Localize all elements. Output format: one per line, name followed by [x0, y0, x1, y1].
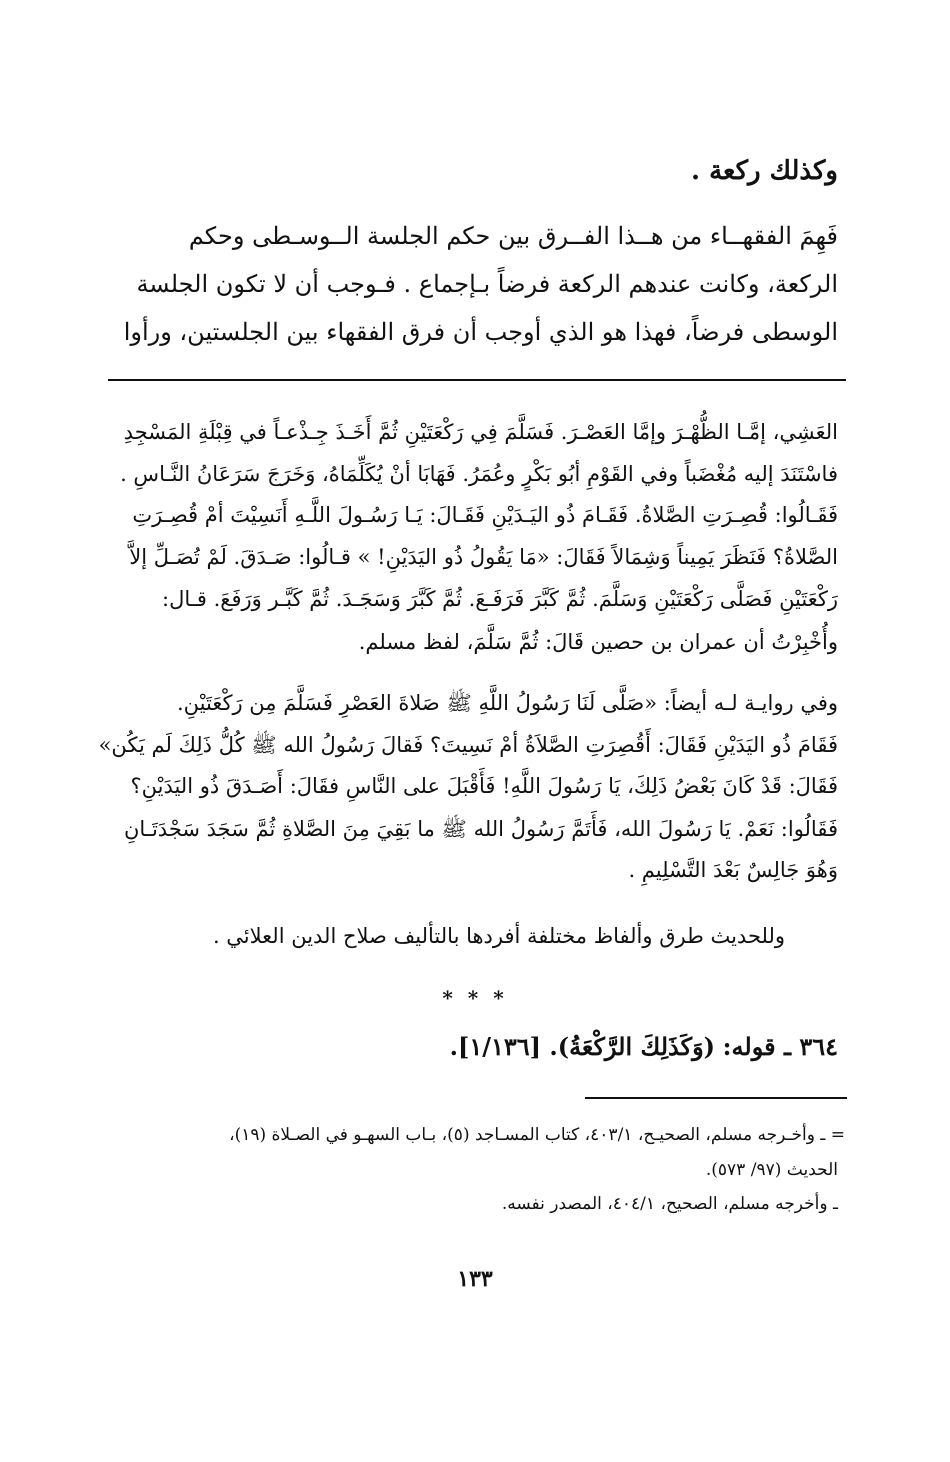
- hadith-line-1: العَشِي، إمَّـا الظُّهْـرَ وإمَّا العَصْـرَ. فَسَلَّمَ فِي رَكْعَتَيْنِ ثُمَّ أَخَـذَ جِـذْعـاً في قِبْلَةِ المَسْجِدِ: [123, 420, 838, 444]
- main-text-line-2: الركعة، وكانت عندهم الركعة فرضاً بـإجماع . فـوجب أن لا تكون الجلسة: [136, 270, 838, 298]
- section-heading: وكذلك ركعة .: [691, 156, 838, 186]
- entry-text: (وَكَذَلِكَ الرَّكْعَةُ). [١/١٣٦].: [449, 1032, 716, 1061]
- hadith-line-5: رَكْعَتَيْنِ فَصَلَّى رَكْعَتَيْنِ وَسَلَّمَ. ثُمَّ كَبَّرَ فَرَفَـعَ. ثُمَّ كَبَّرَ وَسَجَـدَ. ثُمَّ كَبَّـر وَرَفَعَ. قـال:: [162, 587, 838, 611]
- main-text-line-3: الوسطى فرضاً، فهذا هو الذي أوجب أن فرق الفقهاء بين الجلستين، ورأوا: [123, 318, 838, 346]
- riwaya-line-3: فَقَالَ: قَدْ كَانَ بَعْضُ ذَلِكَ، يَا رَسُولَ اللَّهِ! فَأَقْبَلَ على النَّاسِ فقَالَ: أَصَـدَقَ ذُو اليَدَيْنِ؟: [130, 774, 838, 798]
- entry-364: [450, 1032, 838, 1061]
- footnote-line-3: ـ وأخرجه مسلم، الصحيح، ٤٠٤/١، المصدر نفسه.: [501, 1194, 838, 1214]
- hadith-line-2: فاسْتَنَدَ إليه مُغْضَباً وفي القَوْمِ أبُو بَكْرٍ وعُمَرُ. فَهَابَا أنْ يُكَلِّمَاهُ، وَخَرَجَ سَرَعَانُ النَّـاسِ .: [120, 462, 838, 486]
- riwaya-line-5: وَهُوَ جَالِسٌ بَعْدَ التَّسْلِيمِ .: [628, 858, 838, 882]
- closing-line: وللحديث طرق وألفاظ مختلفة أفردها بالتأليف صلاح الدين العلائي .: [212, 924, 785, 948]
- hadith-line-3: فَقَـالُوا: قُصِـرَتِ الصَّلاةُ. فَقَـامَ ذُو اليَـدَيْنِ فَقَـالَ: يَـا رَسُـولَ اللَّـهِ أَنَسِيْتَ أمْ قُصِـرَتِ: [132, 503, 838, 527]
- entry-label: ٣٦٤ ـ قوله:: [722, 1032, 838, 1061]
- footnote-line-2: الحديث (٩٧/ ٥٧٣).: [705, 1160, 838, 1180]
- page-number: ١٣٣: [457, 1266, 493, 1292]
- riwaya-line-4: فَقَالُوا: نَعَمْ. يَا رَسُولَ الله، فَأَتَمَّ رَسُولُ الله ﷺ ما بَقِيَ مِنَ الصَّلاةِ ثُمَّ سَجَدَ سَجْدَتَـانِ: [123, 817, 838, 841]
- section-separator: * * *: [442, 986, 508, 1010]
- main-text-line-1: فَهِمَ الفقهــاء من هــذا الفــرق بين حكم الجلسة الــوسـطى وحكم: [188, 222, 838, 250]
- riwaya-line-1: وفي روايـة لـه أيضاً: «صَلَّى لَنَا رَسُولُ اللَّهِ ﷺ صَلاةَ العَصْرِ فَسَلَّمَ مِن رَكْعَتَيْنِ.: [177, 691, 838, 715]
- footnote-line-1: = ـ وأخـرجه مسلم، الصحيـح، ٤٠٣/١، كتاب المسـاجد (٥)، بـاب السهـو في الصـلاة (١٩)،: [229, 1125, 845, 1145]
- hadith-line-6: وأُخْبِرْتُ أن عمران بن حصين قَالَ: ثُمَّ سَلَّمَ، لفظ مسلم.: [358, 630, 838, 654]
- hadith-line-4: الصَّلاةُ؟ فَنَظَرَ يَمِيناً وَشِمَالاً فَقَالَ: «مَا يَقُولُ ذُو اليَدَيْنِ! » قـالُوا: صَـدَقَ. لَمْ تُصَـلِّ إلاَّ: [129, 545, 838, 569]
- footnote-divider: [108, 379, 846, 381]
- riwaya-line-2: فَقَامَ ذُو اليَدَيْنِ فَقَالَ: أَقُصِرَتِ الصَّلاَةُ أمْ نَسِيتَ؟ فَقالَ رَسُولُ الله ﷺ كُلُّ ذَلِكَ لَم يَكُن»: [98, 733, 838, 757]
- bottom-divider: [585, 1097, 847, 1099]
